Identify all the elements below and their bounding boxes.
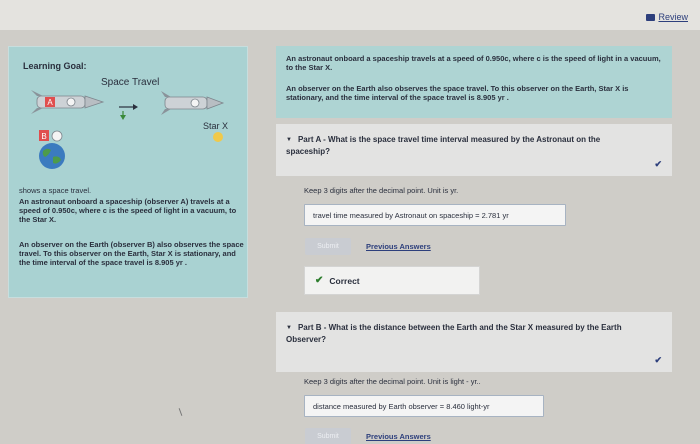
earth-icon	[37, 141, 67, 171]
collapse-triangle-icon: ▼	[286, 325, 292, 331]
correct-check-icon: ✔	[315, 275, 324, 286]
part-a-submit-button[interactable]: Submit	[305, 238, 351, 255]
part-b-previous-answers-link[interactable]: Previous Answers	[366, 432, 431, 441]
part-a-status-box	[304, 266, 480, 295]
learning-goal-panel	[8, 46, 248, 298]
star-x-label: Star X	[203, 121, 229, 131]
part-a-status-text: Correct	[329, 275, 360, 286]
star-icon	[212, 131, 224, 143]
part-b-submit-button[interactable]: Submit	[305, 428, 351, 444]
diagram-caption: shows a space travel.	[19, 186, 92, 195]
learning-goal-title: Learning Goal:	[23, 61, 87, 71]
part-b-check-icon: ✔	[654, 355, 662, 365]
rocket-b-icon	[161, 89, 227, 117]
part-a-previous-answers-link[interactable]: Previous Answers	[366, 242, 431, 251]
observer-b-description: An observer on the Earth (observer B) also observes the space travel. To this observer on the Earth, Star X is stationary, and the time interval of the space travel is 8.905 yr .	[19, 240, 244, 267]
collapse-triangle-icon: ▼	[286, 137, 292, 143]
problem-intro	[276, 46, 672, 118]
part-a-heading	[286, 134, 646, 157]
part-a-header[interactable]	[276, 124, 672, 176]
part-a-heading-text: Part A - What is the space travel time interval measured by the Astronaut on the spaceship?	[286, 135, 601, 156]
review-icon	[646, 14, 655, 21]
part-b-answer-field[interactable]: distance measured by Earth observer = 8.460 light-yr	[304, 395, 544, 417]
top-bar	[0, 0, 700, 30]
part-b-heading-text: Part B - What is the distance between the Earth and the Star X measured by the Earth Observer?	[286, 323, 622, 344]
part-a-instruction: Keep 3 digits after the decimal point. Unit is yr.	[304, 186, 459, 195]
review-label: Review	[658, 12, 688, 22]
part-a-answer-field[interactable]: travel time measured by Astronaut on spaceship = 2.781 yr	[304, 204, 566, 226]
space-travel-label: Space Travel	[101, 77, 160, 88]
intro-line-1: An astronaut onboard a spaceship travels at a speed of 0.950c, where c is the speed of light in a vacuum, to the Star X.	[286, 54, 661, 72]
review-link[interactable]	[646, 12, 688, 22]
part-b-heading	[286, 322, 646, 345]
rocket-a-icon	[31, 87, 111, 117]
motion-arrow-icon	[117, 103, 139, 121]
mouse-cursor	[179, 408, 183, 416]
observer-a-description: An astronaut onboard a spaceship (observer A) travels at a speed of 0.950c, where c is the speed of light in a vacuum, to the Star X.	[19, 197, 237, 224]
intro-line-2: An observer on the Earth also observes the space travel. To this observer on the Earth, Star X is stationary, and the time interval of the space travel is 8.905 yr .	[286, 84, 629, 102]
observer-a-label: A	[47, 98, 53, 107]
part-a-check-icon: ✔	[654, 159, 662, 169]
part-b-header[interactable]	[276, 312, 672, 372]
observer-b-label: B	[41, 132, 47, 141]
part-b-instruction: Keep 3 digits after the decimal point. Unit is light - yr..	[304, 377, 481, 386]
